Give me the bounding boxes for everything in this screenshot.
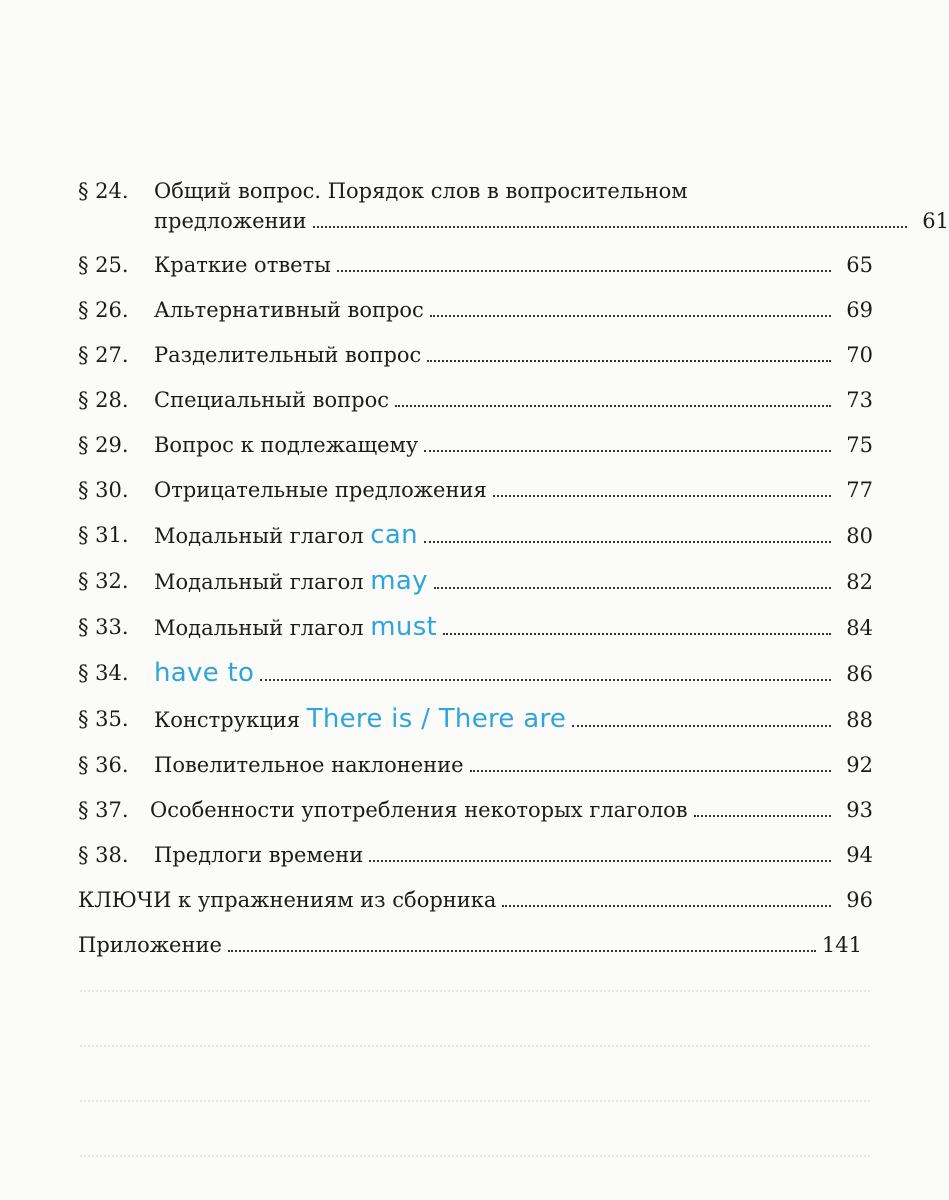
leader-dots bbox=[313, 225, 907, 228]
leader-dots bbox=[470, 769, 831, 772]
leader-dots bbox=[443, 632, 831, 635]
section-title: КЛЮЧИ к упражнениям из сборника bbox=[78, 888, 497, 912]
section-title: Модальный глагол bbox=[154, 570, 364, 594]
page-number: 84 bbox=[846, 616, 873, 640]
page-number: 75 bbox=[846, 433, 873, 457]
page-number: 92 bbox=[846, 753, 873, 777]
section-title-cont: предложении bbox=[154, 209, 307, 233]
page-number: 65 bbox=[846, 253, 873, 277]
toc-entry-27[interactable] bbox=[78, 340, 873, 370]
table-of-contents bbox=[78, 176, 949, 960]
toc-entry-26[interactable] bbox=[78, 295, 873, 325]
section-number: § 37. bbox=[78, 798, 129, 822]
section-number: § 34. bbox=[78, 661, 129, 685]
page-number: 86 bbox=[846, 662, 873, 686]
section-number: § 33. bbox=[78, 615, 129, 639]
page-number: 96 bbox=[846, 888, 873, 912]
section-title: Повелительное наклонение bbox=[154, 753, 464, 777]
english-term: There is / There are bbox=[306, 704, 567, 734]
leader-dots bbox=[427, 359, 831, 362]
page-number: 73 bbox=[846, 388, 873, 412]
section-title: Приложение bbox=[78, 933, 222, 957]
bleed-through-shadow bbox=[80, 1045, 870, 1048]
toc-entry-33[interactable] bbox=[78, 612, 873, 643]
page-number: 94 bbox=[846, 843, 873, 867]
bleed-through-shadow bbox=[80, 1100, 870, 1103]
toc-entry-38[interactable] bbox=[78, 840, 873, 870]
section-title: Краткие ответы bbox=[154, 253, 331, 277]
leader-dots bbox=[337, 269, 831, 272]
section-title: Модальный глагол bbox=[154, 616, 364, 640]
section-title: Альтернативный вопрос bbox=[154, 298, 424, 322]
section-number: § 31. bbox=[78, 523, 129, 547]
bleed-through-shadow bbox=[80, 990, 870, 993]
leader-dots bbox=[493, 494, 831, 497]
leader-dots bbox=[260, 678, 831, 681]
section-number: § 27. bbox=[78, 343, 129, 367]
english-term: have to bbox=[154, 658, 255, 688]
section-number: § 28. bbox=[78, 388, 129, 412]
section-title: Разделительный вопрос bbox=[154, 343, 422, 367]
page-number: 82 bbox=[846, 570, 873, 594]
toc-entry-34[interactable] bbox=[78, 658, 873, 689]
page-number: 77 bbox=[846, 478, 873, 502]
section-number: § 30. bbox=[78, 478, 129, 502]
leader-dots bbox=[228, 949, 816, 952]
toc-entry-keys[interactable] bbox=[78, 885, 873, 915]
section-title: Конструкция bbox=[154, 708, 300, 732]
bleed-through-shadow bbox=[80, 1155, 870, 1158]
english-term: may bbox=[370, 566, 428, 596]
section-number: § 25. bbox=[78, 253, 129, 277]
toc-entry-31[interactable] bbox=[78, 520, 873, 551]
english-term: must bbox=[370, 612, 438, 642]
leader-dots bbox=[502, 904, 831, 907]
section-number: § 24. bbox=[78, 179, 129, 203]
toc-entry-30[interactable] bbox=[78, 475, 873, 505]
toc-entry-36[interactable] bbox=[78, 750, 873, 780]
leader-dots bbox=[369, 859, 831, 862]
toc-entry-29[interactable] bbox=[78, 430, 873, 460]
toc-entry-37[interactable] bbox=[78, 795, 873, 825]
section-number: § 36. bbox=[78, 753, 129, 777]
section-title: Модальный глагол bbox=[154, 524, 364, 548]
leader-dots bbox=[434, 586, 831, 589]
leader-dots bbox=[572, 724, 831, 727]
section-title: Общий вопрос. Порядок слов в вопросительном bbox=[154, 179, 688, 203]
section-title: Специальный вопрос bbox=[154, 388, 389, 412]
page-number: 141 bbox=[821, 933, 862, 957]
section-title: Особенности употребления некоторых глаголов bbox=[150, 798, 688, 822]
leader-dots bbox=[694, 814, 831, 817]
page-number: 80 bbox=[846, 524, 873, 548]
leader-dots bbox=[424, 449, 831, 452]
english-term: can bbox=[370, 520, 418, 550]
section-number: § 29. bbox=[78, 433, 129, 457]
section-number: § 26. bbox=[78, 298, 129, 322]
toc-entry-25[interactable] bbox=[78, 250, 873, 280]
page-number: 88 bbox=[846, 708, 873, 732]
section-number: § 38. bbox=[78, 843, 129, 867]
section-title: Отрицательные предложения bbox=[154, 478, 487, 502]
page-number: 69 bbox=[846, 298, 873, 322]
toc-entry-28[interactable] bbox=[78, 385, 873, 415]
section-number: § 32. bbox=[78, 569, 129, 593]
section-title: Вопрос к подлежащему bbox=[154, 433, 419, 457]
leader-dots bbox=[395, 404, 831, 407]
leader-dots bbox=[430, 314, 831, 317]
section-number: § 35. bbox=[78, 707, 129, 731]
toc-entry-appendix[interactable] bbox=[78, 930, 862, 960]
leader-dots bbox=[424, 540, 831, 543]
section-title: Предлоги времени bbox=[154, 843, 364, 867]
page-number: 70 bbox=[846, 343, 873, 367]
page-number: 61 bbox=[922, 209, 949, 233]
toc-entry-24[interactable] bbox=[78, 176, 949, 236]
page-number: 93 bbox=[846, 798, 873, 822]
toc-entry-35[interactable] bbox=[78, 704, 873, 735]
toc-entry-32[interactable] bbox=[78, 566, 873, 597]
